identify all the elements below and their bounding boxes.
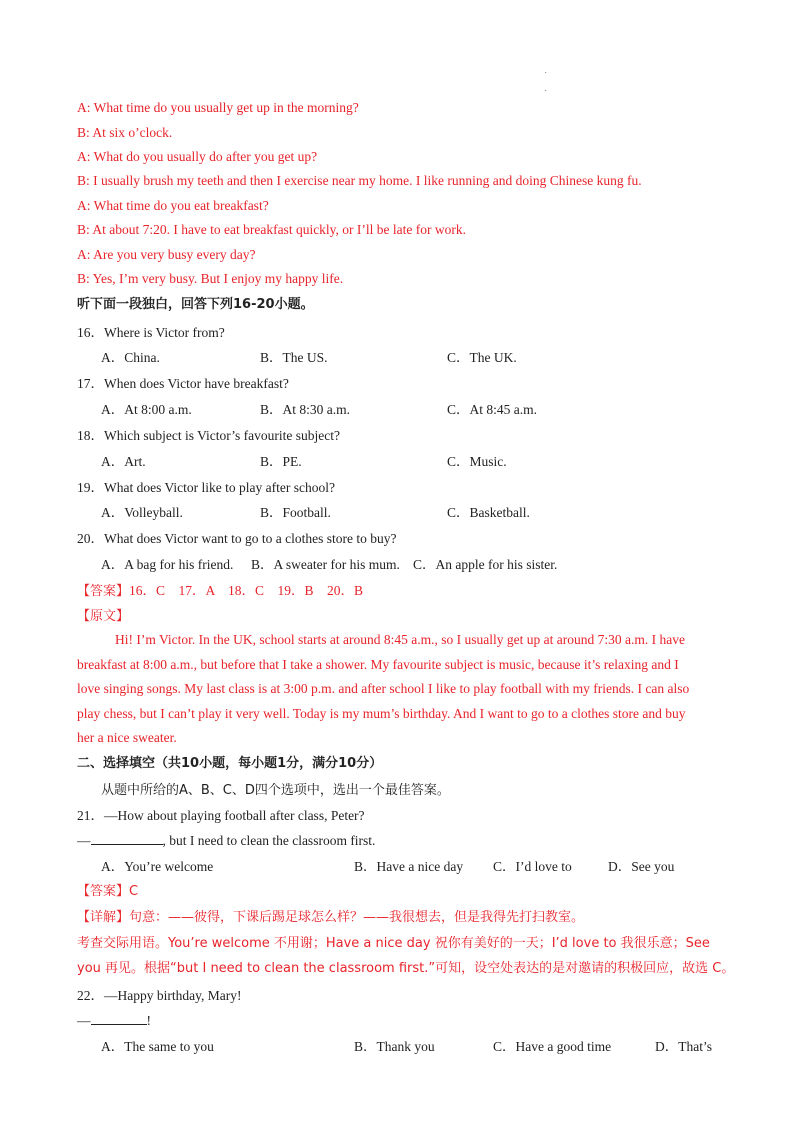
question-reply	[77, 832, 375, 850]
dialogue-line: B: At about 7:20. I have to eat breakfast quickly, or I’ll be late for work.	[77, 222, 467, 237]
dialogue-line: B: I usually brush my teeth and then I exercise near my home. I like running and doing Chinese kung fu.	[77, 173, 642, 188]
option-b: B．The US.	[260, 350, 328, 365]
dialogue-line: B: Yes, I’m very busy. But I enjoy my happy life.	[77, 271, 344, 286]
option-a: A．A bag for his friend.	[101, 557, 234, 572]
question-stem: 17．When does Victor have breakfast?	[77, 376, 289, 391]
dialogue-line: B: At six o’clock.	[77, 125, 173, 140]
option-b: B．A sweater for his mum.	[251, 557, 400, 572]
original-label: 【原文】	[77, 609, 130, 624]
option-b: B．PE.	[260, 454, 302, 469]
reply-prefix: —	[77, 1013, 91, 1028]
option-c: C．Basketball.	[447, 505, 530, 520]
original-line: her a nice sweater.	[77, 730, 177, 745]
question-stem: 22．—Happy birthday, Mary!	[77, 988, 242, 1003]
option-b: B．At 8:30 a.m.	[260, 402, 350, 417]
option-b: B．Have a nice day	[354, 859, 464, 874]
original-label-line	[77, 607, 129, 626]
answer-text: 16．C 17．A 18．C 19．B 20．B	[129, 583, 364, 598]
option-c: C．At 8:45 a.m.	[447, 402, 537, 417]
answer-label: 【答案】	[77, 584, 130, 599]
original-line: love singing songs. My last class is at 3:00 p.m. and after school I like to play football with my friends. I can also	[77, 681, 690, 696]
dialogue-line: A: What time do you usually get up in the morning?	[77, 100, 359, 115]
decorative-dots: ˙ ˙	[544, 71, 548, 100]
dialogue-line: A: What do you usually do after you get up?	[77, 149, 318, 164]
detail-line: 考查交际用语。You’re welcome 不用谢；Have a nice day 祝你有美好的一天；I’d love to 我很乐意；See	[77, 936, 710, 951]
option-d: D．See you	[608, 859, 675, 874]
original-line: Hi! I’m Victor. In the UK, school starts at around 8:45 a.m., so I usually get up at around 7:30 a.m. I have	[115, 632, 685, 647]
section-heading: 听下面一段独白，回答下列16-20小题。	[77, 297, 314, 312]
option-c: C．The UK.	[447, 350, 517, 365]
option-c: C．Have a good time	[493, 1039, 612, 1054]
question-stem: 16．Where is Victor from?	[77, 325, 225, 340]
answer-line	[77, 582, 363, 601]
option-c: C．I’d love to	[493, 859, 572, 874]
option-a: A．Volleyball.	[101, 505, 183, 520]
option-c: C．Music.	[447, 454, 507, 469]
reply-suffix: , but I need to clean the classroom first.	[162, 833, 376, 848]
dialogue-line: A: What time do you eat breakfast?	[77, 198, 269, 213]
option-a: A．China.	[101, 350, 160, 365]
section-instruction: 从题中所给的A、B、C、D四个选项中，选出一个最佳答案。	[101, 783, 450, 798]
detail-line: 【详解】句意：——彼得，下课后踢足球怎么样？——我很想去，但是我得先打扫教室。	[77, 910, 585, 925]
question-stem: 20．What does Victor want to go to a clothes store to buy?	[77, 531, 397, 546]
reply-suffix: !	[146, 1013, 151, 1028]
original-line: breakfast at 8:00 a.m., but before that I take a shower. My favourite subject is music, because it’s relaxing and I	[77, 656, 679, 672]
answer-blank	[91, 832, 163, 845]
reply-prefix: —	[77, 833, 91, 848]
option-b: B．Thank you	[354, 1039, 435, 1054]
option-b: B．Football.	[260, 505, 331, 520]
dialogue-line: A: Are you very busy every day?	[77, 247, 256, 262]
original-line: play chess, but I can’t play it very well. Today is my mum’s birthday. And I want to go to a clothes store and buy	[77, 705, 686, 721]
original-text	[77, 628, 727, 751]
answer-line: 【答案】C	[77, 884, 139, 899]
option-a: A．At 8:00 a.m.	[101, 402, 192, 417]
option-c: C．An apple for his sister.	[413, 557, 558, 572]
option-a: A．You’re welcome	[101, 859, 214, 874]
question-stem: 19．What does Victor like to play after school?	[77, 480, 335, 495]
question-stem: 18．Which subject is Victor’s favourite subject?	[77, 428, 340, 443]
option-a: A．Art.	[101, 454, 146, 469]
question-stem: 21．—How about playing football after class, Peter?	[77, 808, 365, 823]
detail-line: you 再见。根据“but I need to clean the classroom first.”可知，设空处表达的是对邀请的积极回应，故选 C。	[77, 961, 735, 976]
section-heading: 二、选择填空（共10小题，每小题1分，满分10分）	[77, 756, 383, 771]
option-d: D．That’s	[655, 1039, 712, 1054]
question-reply	[77, 1012, 151, 1030]
answer-blank	[91, 1012, 147, 1025]
option-a: A．The same to you	[101, 1039, 214, 1054]
